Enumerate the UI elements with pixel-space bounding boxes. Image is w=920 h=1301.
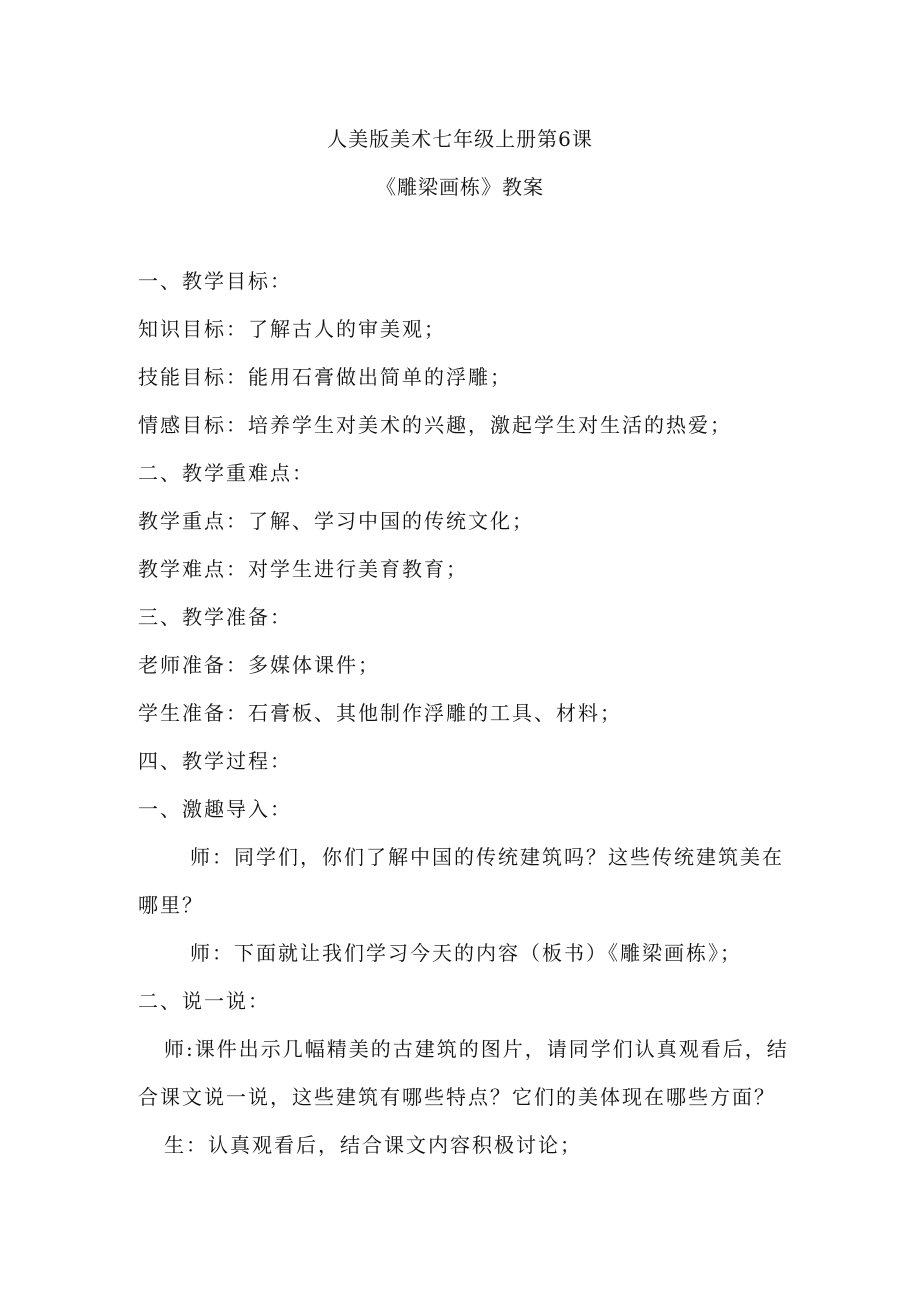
section-heading-objectives: 一、教学目标： [138,269,292,293]
paragraph-teacher-lesson-intro: 师：下面就让我们学习今天的内容（板书）《雕梁画栋》； [190,941,742,965]
paragraph-teacher-question-continued: 哪里？ [138,893,204,917]
paragraph-teacher-question: 师：同学们，你们了解中国的传统建筑吗？这些传统建筑美在 [190,845,784,869]
section-heading-preparation: 三、教学准备： [138,605,292,629]
paragraph-emotion-goal: 情感目标：培养学生对美术的兴趣，激起学生对生活的热爱； [138,413,732,437]
document-subtitle: 《雕梁画栋》教案 [376,175,544,199]
document-title: 人美版美术七年级上册第6课 [327,127,593,151]
paragraph-skill-goal: 技能目标：能用石膏做出简单的浮雕； [138,365,512,389]
paragraph-knowledge-goal: 知识目标：了解古人的审美观； [138,317,446,341]
section-heading-key-points: 二、教学重难点： [138,461,314,485]
document-title-block [0,115,920,211]
section-heading-process: 四、教学过程： [138,749,292,773]
subsection-heading-intro: 一、激趣导入： [138,797,292,821]
document-body [138,257,788,1169]
paragraph-student-preparation: 学生准备：石膏板、其他制作浮雕的工具、材料； [138,701,622,725]
paragraph-student-response: 生：认真观看后，结合课文内容积极讨论； [164,1133,582,1157]
paragraph-teaching-difficulty: 教学难点：对学生进行美育教育； [138,557,468,581]
subsection-heading-discussion: 二、说一说： [138,989,270,1013]
paragraph-teacher-slides-continued: 合课文说一说，这些建筑有哪些特点？它们的美体现在哪些方面？ [138,1085,776,1109]
paragraph-teaching-focus: 教学重点：了解、学习中国的传统文化； [138,509,534,533]
paragraph-teacher-preparation: 老师准备：多媒体课件； [138,653,380,677]
paragraph-teacher-slides: 师:课件出示几幅精美的古建筑的图片，请同学们认真观看后，结 [164,1037,789,1061]
